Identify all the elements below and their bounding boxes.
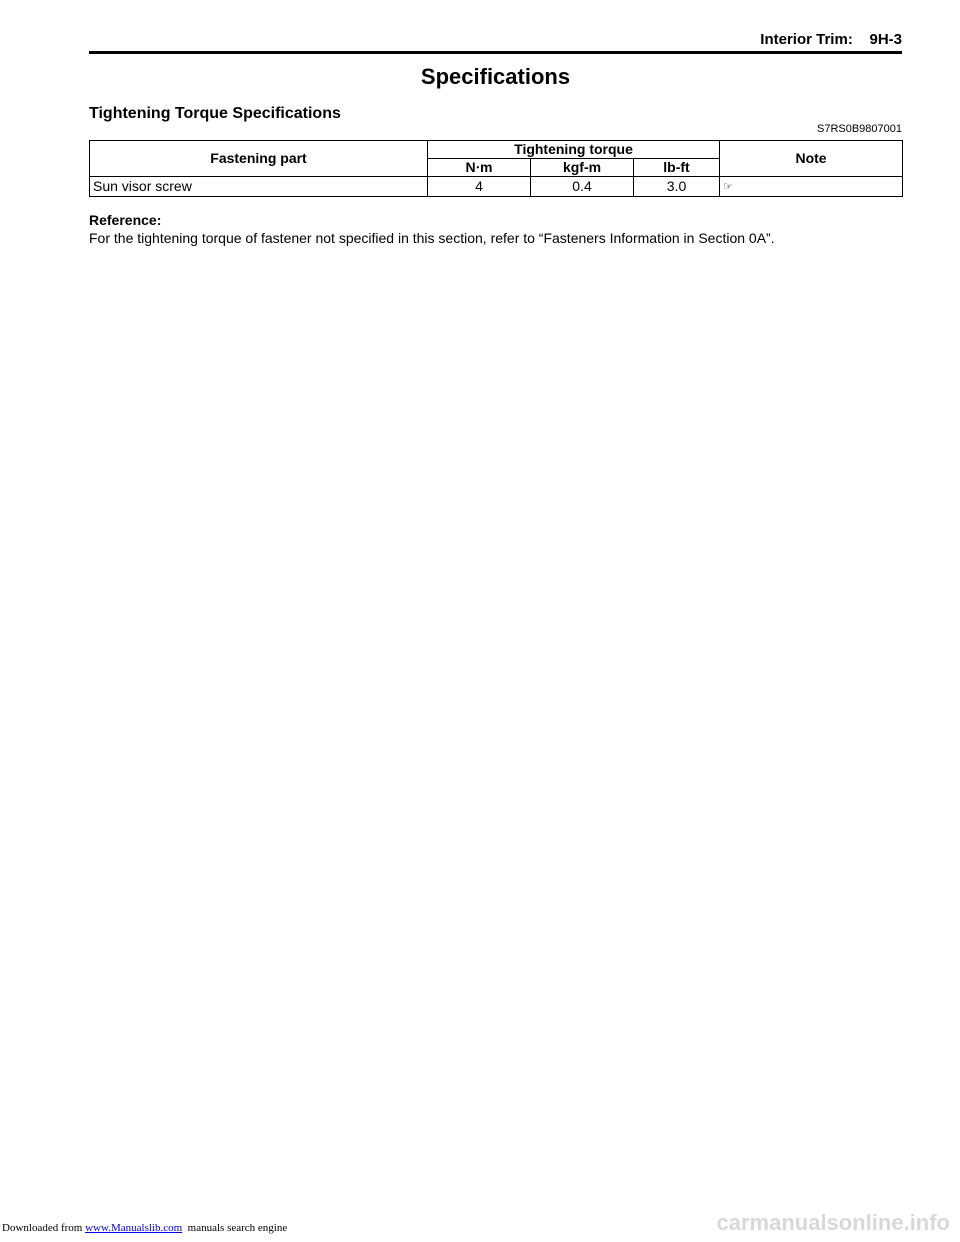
header-rule — [89, 51, 902, 54]
header-tightening-torque: Tightening torque — [428, 141, 720, 159]
reference-label: Reference: — [89, 212, 162, 228]
cell-nm: 4 — [428, 177, 531, 197]
cell-lb-ft: 3.0 — [634, 177, 720, 197]
page-header-title: Interior Trim: 9H-3 — [760, 31, 902, 48]
cell-kgf-m: 0.4 — [531, 177, 634, 197]
header-fastening-part: Fastening part — [90, 141, 428, 177]
manualslib-link[interactable]: www.Manualslib.com — [85, 1222, 183, 1234]
download-footer — [2, 1222, 287, 1234]
pointing-hand-icon: ☞ — [723, 181, 733, 193]
header-unit-lb-ft: lb-ft — [634, 159, 720, 177]
page-heading: Specifications — [420, 64, 571, 89]
cell-part: Sun visor screw — [90, 177, 428, 197]
section-code: S7RS0B9807001 — [816, 123, 902, 135]
header-unit-kgf-m: kgf-m — [531, 159, 634, 177]
footer-suffix: manuals search engine — [182, 1222, 288, 1234]
cell-note — [720, 177, 903, 197]
header-unit-nm: N⋅m — [428, 159, 531, 177]
section-title: Tightening Torque Specifications — [89, 105, 341, 122]
watermark: carmanualsonline.info — [716, 1210, 950, 1235]
torque-spec-table — [89, 140, 903, 197]
table-row — [90, 177, 903, 197]
footer-prefix: Downloaded from — [2, 1222, 86, 1234]
header-note: Note — [720, 141, 903, 177]
reference-text: For the tightening torque of fastener not specified in this section, refer to “Fasteners Information in Section 0A”. — [89, 230, 775, 246]
